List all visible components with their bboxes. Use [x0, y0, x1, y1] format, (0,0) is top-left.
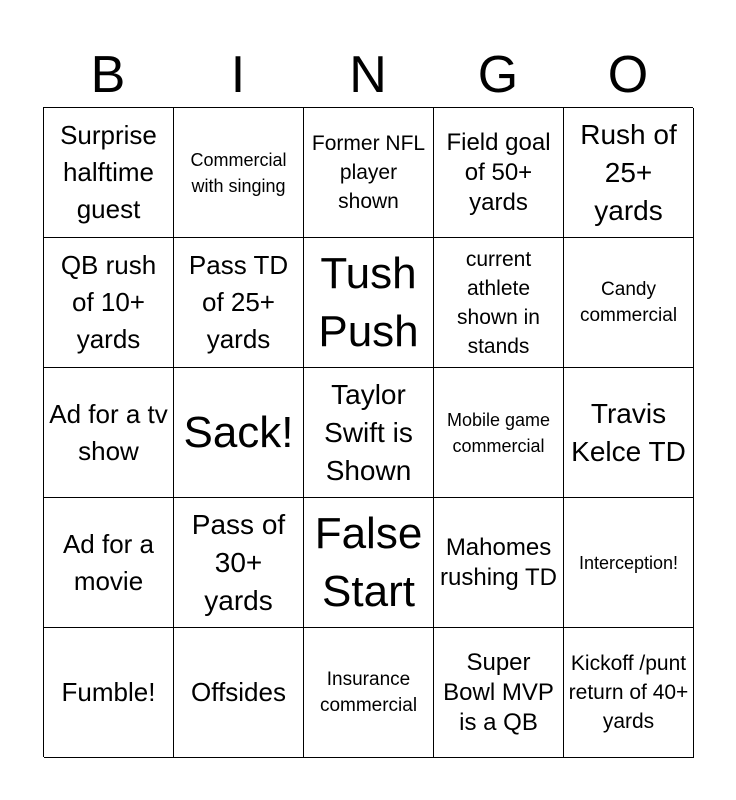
bingo-cell[interactable]: [174, 498, 304, 628]
cell-label: Offsides: [191, 677, 286, 707]
cell-label: False Start: [314, 508, 423, 616]
cell-label: QB rush of 10+ yards: [60, 250, 157, 354]
cell-label: Mobile game commercial: [446, 409, 551, 456]
bingo-cell[interactable]: [44, 368, 174, 498]
bingo-cell[interactable]: [304, 108, 434, 238]
header-letter-i: I: [230, 46, 246, 104]
cell-label: Former NFL player shown: [311, 132, 426, 213]
bingo-cell[interactable]: [174, 238, 304, 368]
header-letter-o: O: [607, 46, 649, 104]
bingo-cell[interactable]: [174, 368, 304, 498]
header-letter-b: B: [90, 46, 126, 104]
bingo-cell[interactable]: [564, 238, 694, 368]
cell-label: Pass TD of 25+ yards: [188, 250, 289, 354]
cell-label: Tush Push: [318, 248, 419, 356]
cell-label: Sack!: [183, 407, 294, 457]
cell-label: Field goal of 50+ yards: [446, 128, 551, 216]
cell-label: Mahomes rushing TD: [440, 533, 557, 591]
cell-label: Pass of 30+ yards: [191, 508, 286, 616]
bingo-cell[interactable]: [174, 628, 304, 758]
cell-label: Taylor Swift is Shown: [324, 378, 413, 486]
cell-label: Fumble!: [61, 677, 156, 707]
bingo-cell[interactable]: [44, 108, 174, 238]
header-letter-g: G: [477, 46, 519, 104]
bingo-cell[interactable]: [44, 238, 174, 368]
cell-label: Commercial with singing: [190, 149, 287, 196]
bingo-cell[interactable]: [434, 628, 564, 758]
bingo-cell[interactable]: [434, 498, 564, 628]
cell-label: Ad for a movie: [62, 528, 155, 596]
bingo-header: [43, 44, 693, 106]
cell-label: Super Bowl MVP is a QB: [443, 648, 554, 736]
bingo-cell[interactable]: [434, 108, 564, 238]
cell-label: Insurance commercial: [319, 668, 418, 716]
bingo-cell[interactable]: [564, 108, 694, 238]
bingo-cell[interactable]: [304, 628, 434, 758]
bingo-cell[interactable]: [564, 368, 694, 498]
bingo-cell[interactable]: [304, 498, 434, 628]
bingo-cell[interactable]: [44, 498, 174, 628]
cell-label: Kickoff /punt return of 40+ yards: [568, 652, 689, 733]
bingo-cell[interactable]: [304, 238, 434, 368]
cell-label: current athlete shown in stands: [457, 247, 540, 358]
cell-label: Candy commercial: [579, 278, 678, 326]
cell-label: Surprise halftime guest: [60, 120, 157, 224]
bingo-cell[interactable]: [174, 108, 304, 238]
bingo-cell[interactable]: [434, 238, 564, 368]
cell-label: Travis Kelce TD: [571, 397, 686, 467]
bingo-cell[interactable]: [564, 628, 694, 758]
bingo-cell[interactable]: [44, 628, 174, 758]
bingo-board: [43, 107, 693, 757]
bingo-cell[interactable]: [564, 498, 694, 628]
cell-label: Rush of 25+ yards: [580, 118, 677, 226]
bingo-cell[interactable]: [304, 368, 434, 498]
cell-label: Ad for a tv show: [49, 398, 168, 466]
bingo-cell[interactable]: [434, 368, 564, 498]
cell-label: Interception!: [578, 552, 679, 573]
header-letter-n: N: [349, 46, 387, 104]
